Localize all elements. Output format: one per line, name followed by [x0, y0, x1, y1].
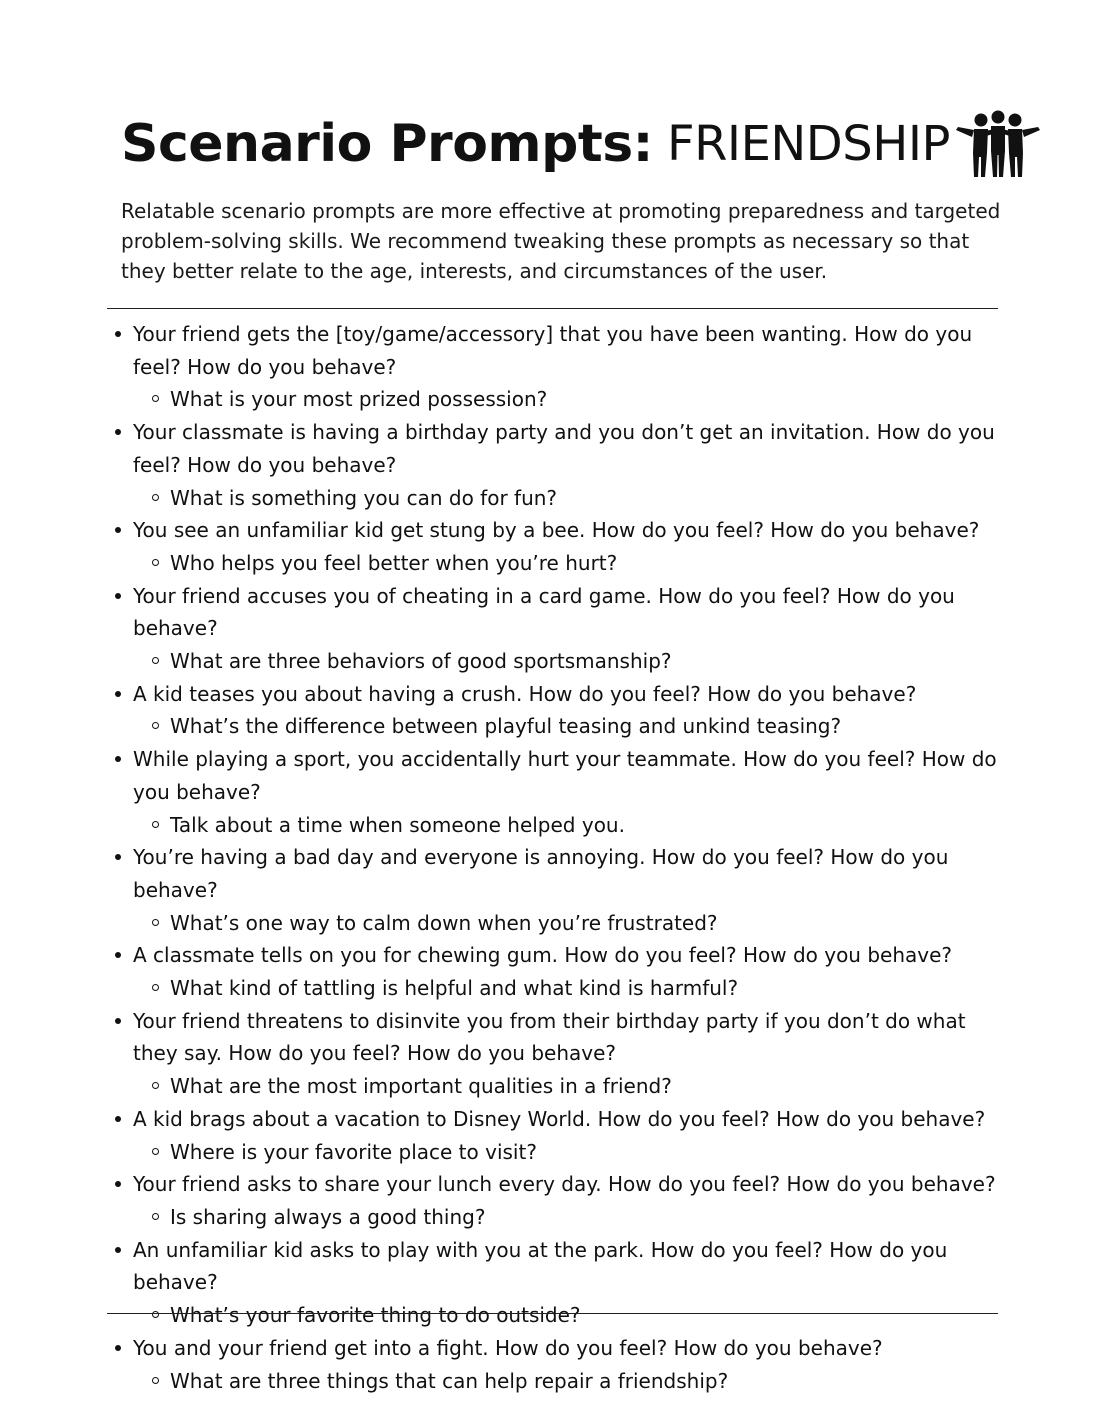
list-item [112, 678, 1002, 743]
discussion-question-text: Where is your favorite place to visit? [170, 1139, 537, 1164]
hollow-bullet-icon [152, 1148, 159, 1155]
discussion-question-text: What are three things that can help repair a friendship? [170, 1368, 729, 1393]
bullet-icon [115, 527, 121, 533]
bullet-icon [115, 1247, 121, 1253]
scenario-text: Your classmate is having a birthday party and you don’t get an invitation. How do you feel? How do you behave? [133, 420, 995, 477]
hollow-bullet-icon [152, 1377, 159, 1384]
bullet-icon [115, 756, 121, 762]
sub-list-item [112, 482, 1002, 515]
sub-question-list [112, 1070, 1002, 1103]
discussion-question-text: What are the most important qualities in a friend? [170, 1074, 672, 1099]
scenario-text: An unfamiliar kid asks to play with you at the park. How do you feel? How do you behave? [133, 1237, 948, 1295]
list-item [112, 1103, 1002, 1168]
sub-list-item [112, 547, 1002, 580]
hollow-bullet-icon [152, 494, 159, 501]
scenario-text: A kid brags about a vacation to Disney World. How do you feel? How do you behave? [133, 1106, 986, 1131]
title-bold-part: Scenario Prompts: [121, 114, 653, 174]
scenario-text: Your friend threatens to disinvite you from their birthday party if you don’t do what they say. How do you feel? How do you behave? [133, 1008, 966, 1066]
bullet-icon [115, 429, 121, 435]
sub-list-item [112, 1365, 1002, 1398]
discussion-question-text: What kind of tattling is helpful and what kind is harmful? [170, 976, 739, 1001]
list-item [112, 1168, 1002, 1233]
bottom-divider [107, 1313, 998, 1314]
scenario-text: You’re having a bad day and everyone is annoying. How do you feel? How do you behave? [133, 845, 949, 902]
bullet-icon [115, 1018, 121, 1024]
discussion-question-text: What are three behaviors of good sportsmanship? [170, 649, 672, 674]
bullet-icon [115, 1116, 121, 1122]
list-item [112, 318, 1002, 416]
prompt-list [112, 318, 1002, 1397]
list-item [112, 1234, 1002, 1332]
hollow-bullet-icon [152, 722, 159, 729]
list-item [112, 743, 1002, 841]
hollow-bullet-icon [152, 559, 159, 566]
sub-question-list [112, 645, 1002, 678]
bullet-icon [115, 952, 121, 958]
bullet-icon [115, 1345, 121, 1351]
sub-question-list [112, 1365, 1002, 1398]
scenario-text: You see an unfamiliar kid get stung by a bee. How do you feel? How do you behave? [133, 518, 980, 543]
hollow-bullet-icon [152, 1082, 159, 1089]
scenario-text: Your friend accuses you of cheating in a card game. How do you feel? How do you behave? [133, 583, 955, 641]
list-item [112, 514, 1002, 579]
sub-question-list [112, 809, 1002, 842]
sub-question-list [112, 1299, 1002, 1332]
sub-list-item [112, 710, 1002, 743]
sub-list-item [112, 1201, 1002, 1234]
list-item [112, 580, 1002, 678]
hollow-bullet-icon [152, 984, 159, 991]
sub-list-item [112, 1299, 1002, 1332]
sub-question-list [112, 482, 1002, 515]
scenario-text: Your friend gets the [toy/game/accessory] that you have been wanting. How do you feel? How do you behave? [133, 322, 973, 379]
list-item [112, 939, 1002, 1004]
bullet-icon [115, 854, 121, 860]
discussion-question-text: What is your most prized possession? [170, 387, 548, 412]
sub-question-list [112, 907, 1002, 940]
bullet-icon [115, 1181, 121, 1187]
sub-list-item [112, 1136, 1002, 1169]
list-item [112, 1332, 1002, 1397]
scenario-text: While playing a sport, you accidentally hurt your teammate. How do you feel? How do you behave? [133, 747, 997, 804]
sub-question-list [112, 972, 1002, 1005]
sub-list-item [112, 972, 1002, 1005]
discussion-question-text: What’s the difference between playful teasing and unkind teasing? [170, 714, 842, 739]
bullet-icon [115, 593, 121, 599]
discussion-question-text: Is sharing always a good thing? [170, 1204, 486, 1229]
hollow-bullet-icon [152, 395, 159, 402]
title-light-part: FRIENDSHIP [666, 116, 950, 172]
hollow-bullet-icon [152, 919, 159, 926]
hollow-bullet-icon [152, 1213, 159, 1220]
sub-list-item [112, 907, 1002, 940]
list-item [112, 841, 1002, 939]
page-title [121, 104, 1042, 184]
list-item [112, 416, 1002, 514]
sub-list-item [112, 383, 1002, 416]
sub-question-list [112, 1136, 1002, 1169]
scenario-text: You and your friend get into a fight. How do you feel? How do you behave? [133, 1335, 883, 1360]
scenario-text: A kid teases you about having a crush. How do you feel? How do you behave? [133, 681, 917, 706]
hollow-bullet-icon [152, 821, 159, 828]
sub-question-list [112, 710, 1002, 743]
sub-question-list [112, 1201, 1002, 1234]
sub-question-list [112, 383, 1002, 416]
discussion-question-text: What’s your favorite thing to do outside? [170, 1303, 581, 1328]
sub-list-item [112, 809, 1002, 842]
sub-list-item [112, 1070, 1002, 1103]
top-divider [107, 308, 998, 309]
sub-question-list [112, 547, 1002, 580]
list-item [112, 1005, 1002, 1103]
sub-list-item [112, 645, 1002, 678]
bullet-icon [115, 331, 121, 337]
scenario-text: A classmate tells on you for chewing gum. How do you feel? How do you behave? [133, 943, 953, 968]
group-of-people-icon [954, 109, 1042, 179]
intro-paragraph: Relatable scenario prompts are more effective at promoting preparedness and targeted problem-solving skills. We recommend tweaking these prompts as necessary so that they better relate to the age, interests, and circumstances of the user. [121, 199, 1001, 283]
bullet-icon [115, 691, 121, 697]
discussion-question-text: What is something you can do for fun? [170, 485, 558, 510]
hollow-bullet-icon [152, 657, 159, 664]
discussion-question-text: Who helps you feel better when you’re hurt? [170, 550, 618, 575]
discussion-question-text: What’s one way to calm down when you’re frustrated? [170, 910, 718, 935]
discussion-question-text: Talk about a time when someone helped you. [170, 812, 625, 837]
scenario-text: Your friend asks to share your lunch every day. How do you feel? How do you behave? [133, 1172, 996, 1197]
